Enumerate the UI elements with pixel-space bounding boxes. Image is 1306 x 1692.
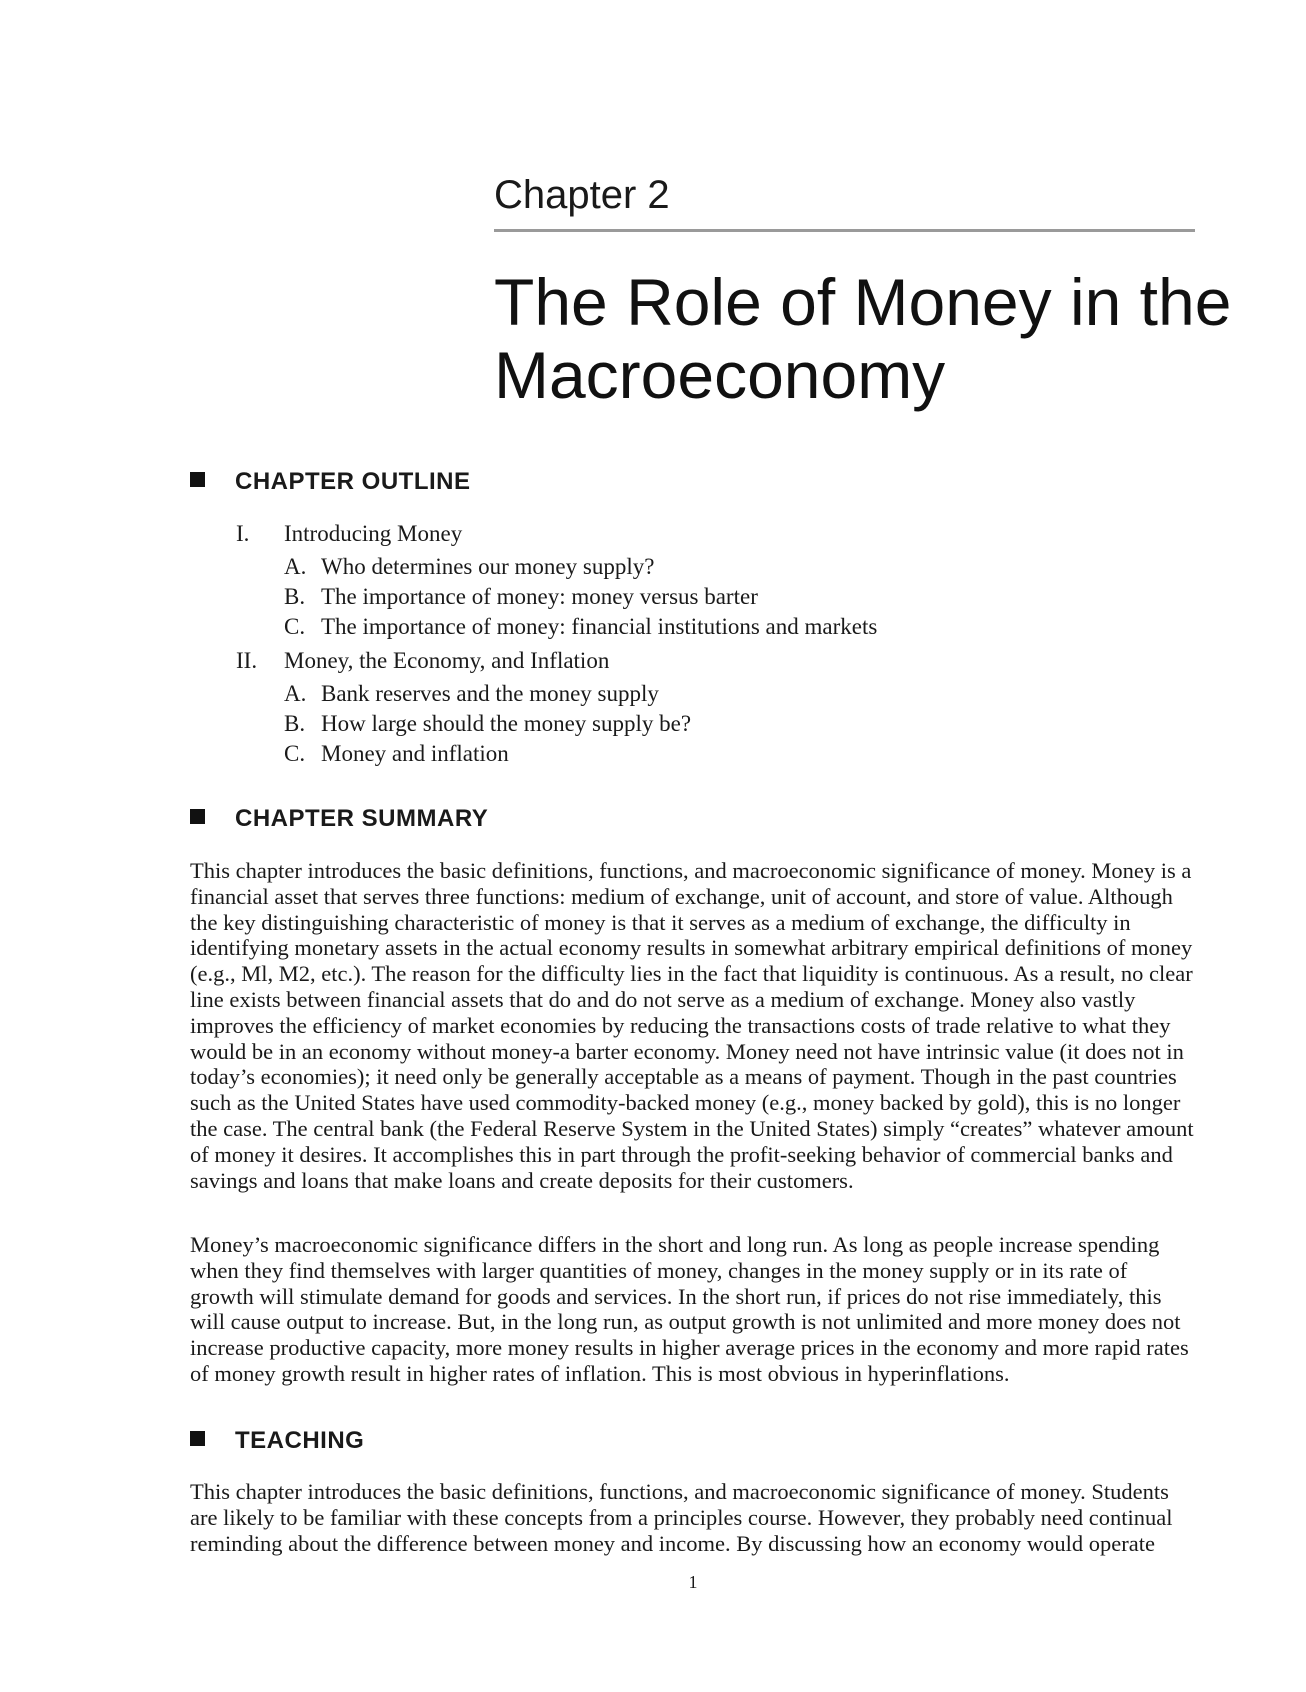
- square-bullet-icon: [190, 472, 205, 487]
- outline-section: [236, 646, 877, 769]
- teaching-heading-label: TEACHING: [235, 1427, 365, 1454]
- chapter-rule: [494, 229, 1195, 232]
- outline-item-letter: B.: [284, 584, 306, 609]
- summary-heading-label: CHAPTER SUMMARY: [235, 805, 489, 832]
- outline-item: [236, 552, 877, 582]
- outline-section-number: I.: [236, 521, 250, 546]
- square-bullet-icon: [190, 1431, 205, 1446]
- outline-section: [236, 519, 877, 642]
- teaching-heading: [190, 1426, 364, 1456]
- outline-item-label: Bank reserves and the money supply: [321, 681, 659, 706]
- outline-section-label: Introducing Money: [284, 521, 463, 546]
- chapter-label: Chapter 2: [494, 173, 670, 217]
- outline-item: [236, 709, 877, 739]
- outline-item-label: How large should the money supply be?: [321, 711, 692, 736]
- outline-item: [236, 612, 877, 642]
- outline-item: [236, 739, 877, 769]
- outline-section-label: Money, the Economy, and Inflation: [284, 648, 610, 673]
- outline-item-letter: B.: [284, 711, 306, 736]
- outline-item-letter: A.: [284, 681, 307, 706]
- outline-section-heading: [236, 519, 877, 549]
- summary-paragraph: Money’s macroeconomic significance differs in the short and long run. As long as people increase spending when they find themselves with larger quantities of money, changes in the money supply or in its rate of growth will stimulate demand for goods and services. In the short run, if prices do not rise immediately, this will cause output to increase. But, in the long run, as output growth is not unlimited and more money does not increase productive capacity, more money results in higher average prices in the economy and more rapid rates of money growth result in higher rates of inflation. This is most obvious in hyperinflations.: [190, 1232, 1189, 1386]
- outline-item-letter: A.: [284, 554, 307, 579]
- summary-paragraph: This chapter introduces the basic definitions, functions, and macroeconomic significance of money. Money is a financial asset that serves three functions: medium of exchange, unit of account, and store of value. Although the key distinguishing characteristic of money is that it serves as a medium of exchange, the difficulty in identifying monetary assets in the actual economy results in somewhat arbitrary empirical definitions of money (e.g., Ml, M2, etc.). The reason for the difficulty lies in the fact that liquidity is continuous. As a result, no clear line exists between financial assets that do and do not serve as a medium of exchange. Money also vastly improves the efficiency of market economies by reducing the transactions costs of trade relative to what they would be in an economy without money-a barter economy. Money need not have intrinsic value (it does not in today’s economies); it need only be generally acceptable as a means of payment. Though in the past countries such as the United States have used commodity-backed money (e.g., money backed by gold), this is no longer the case. The central bank (the Federal Reserve System in the United States) simply “creates” whatever amount of money it desires. It accomplishes this in part through the profit-seeking behavior of commercial banks and savings and loans that make loans and create deposits for their customers.: [190, 858, 1194, 1193]
- outline-item: [236, 679, 877, 709]
- chapter-outline: [236, 519, 877, 773]
- teaching-paragraph: This chapter introduces the basic definitions, functions, and macroeconomic significance of money. Students are likely to be familiar with these concepts from a principles course. However, they probably need continual reminding about the difference between money and income. By discussing how an economy would operate: [190, 1479, 1173, 1556]
- page-number: 1: [688, 1572, 698, 1592]
- outline-heading-label: CHAPTER OUTLINE: [235, 468, 471, 495]
- outline-item-label: The importance of money: money versus barter: [321, 584, 758, 609]
- outline-item-letter: C.: [284, 741, 306, 766]
- outline-heading: [190, 467, 471, 497]
- outline-section-number: II.: [236, 648, 258, 673]
- summary-heading: [190, 804, 488, 834]
- outline-item-label: The importance of money: financial institutions and markets: [321, 614, 878, 639]
- outline-section-heading: [236, 646, 877, 676]
- outline-item-label: Who determines our money supply?: [321, 554, 655, 579]
- chapter-title: The Role of Money in the Macroeconomy: [494, 265, 1232, 412]
- outline-item-letter: C.: [284, 614, 306, 639]
- square-bullet-icon: [190, 809, 205, 824]
- outline-item-label: Money and inflation: [321, 741, 509, 766]
- outline-item: [236, 582, 877, 612]
